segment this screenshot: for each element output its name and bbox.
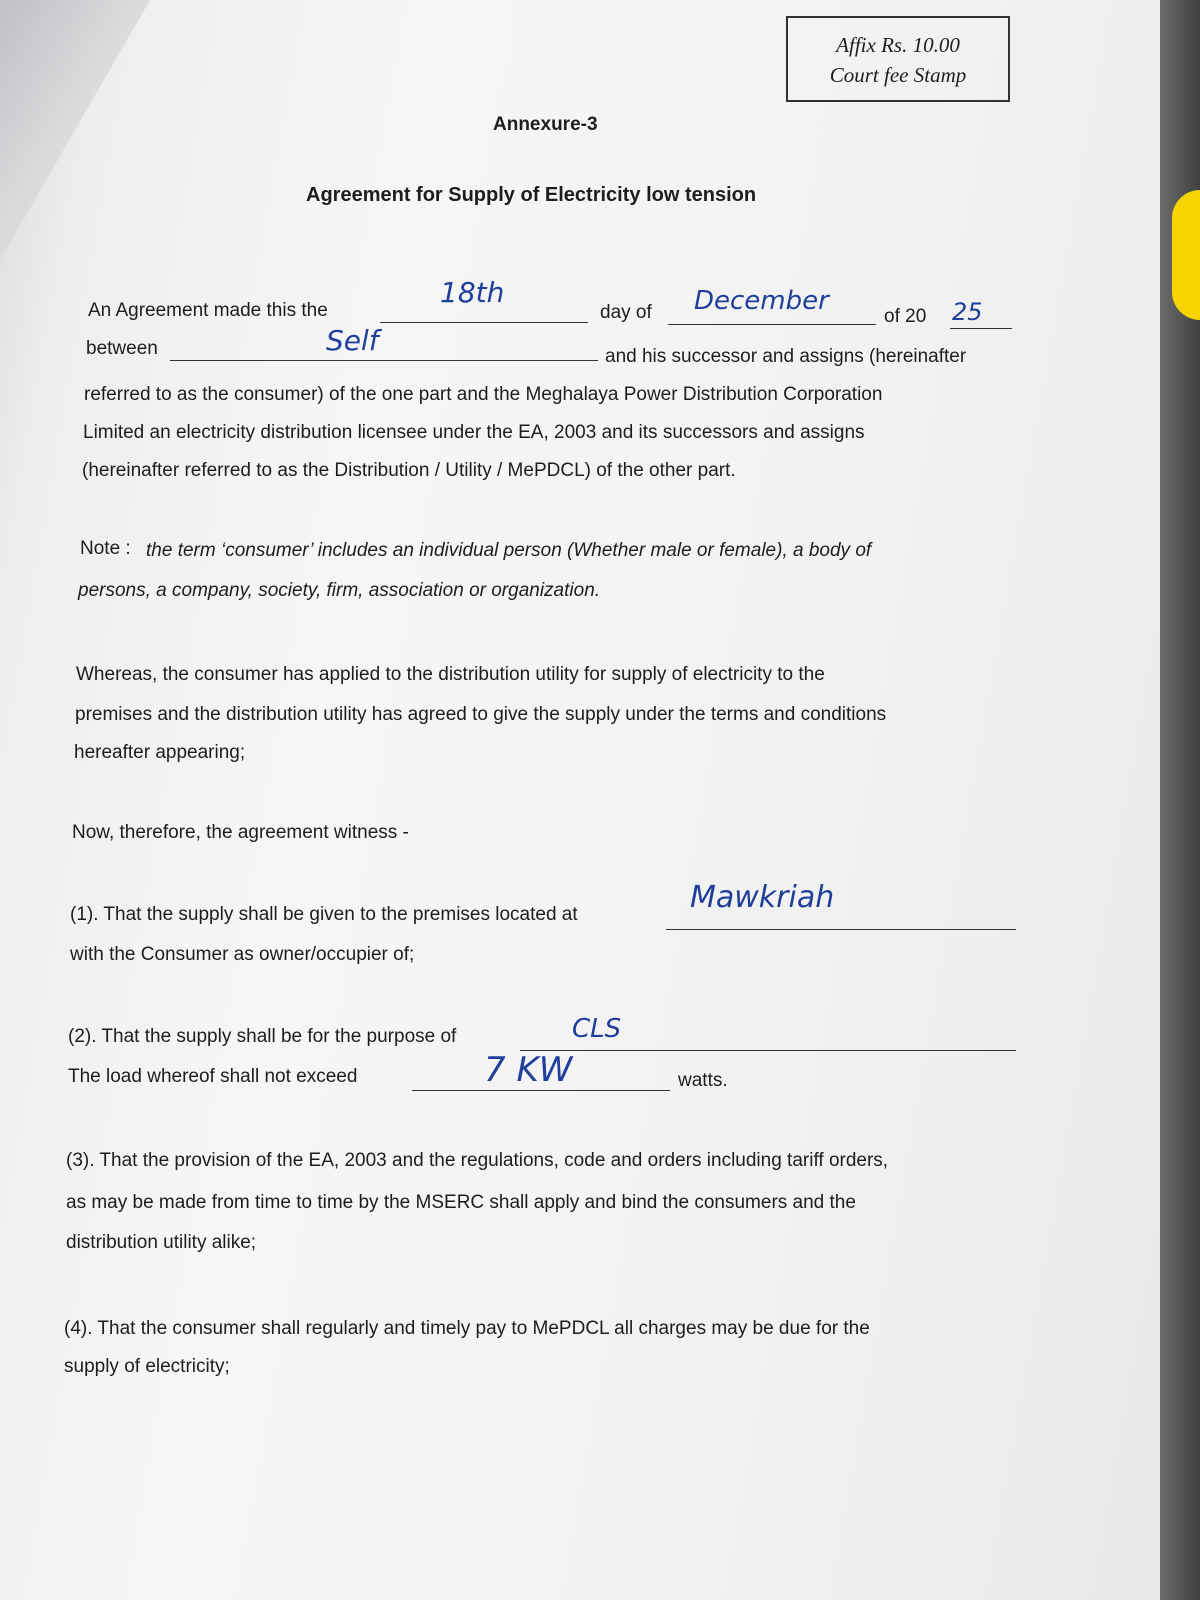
clause-1-line-1: (1). That the supply shall be given to the premises located at <box>70 904 578 925</box>
handwritten-day: 18th <box>440 276 505 309</box>
stamp-line-2: Court fee Stamp <box>829 63 967 87</box>
court-fee-stamp-box <box>786 16 1010 102</box>
yellow-object <box>1172 190 1200 320</box>
agreement-line-4: Limited an electricity distribution licensee under the EA, 2003 and its successors and assigns <box>83 422 865 443</box>
watts-text: watts. <box>678 1070 728 1091</box>
month-blank-line <box>668 324 876 325</box>
handwritten-year: 25 <box>952 298 983 326</box>
whereas-line-3: hereafter appearing; <box>74 742 246 763</box>
clause-2-line-2: The load whereof shall not exceed <box>68 1066 358 1087</box>
between-text: between <box>86 338 158 359</box>
document-title: Agreement for Supply of Electricity low tension <box>306 184 757 206</box>
clause-3-line-1: (3). That the provision of the EA, 2003 and the regulations, code and orders including tariff orders, <box>66 1150 889 1171</box>
stamp-line-1: Affix Rs. 10.00 <box>836 33 960 57</box>
note-line-1: the term ‘consumer’ includes an individual person (Whether male or female), a body of <box>146 540 872 561</box>
handwritten-load: 7 KW <box>484 1050 573 1090</box>
handwritten-between-name: Self <box>326 324 379 357</box>
note-line-2: persons, a company, society, firm, association or organization. <box>78 580 601 601</box>
agreement-line-5: (hereinafter referred to as the Distribution / Utility / MePDCL) of the other part. <box>82 460 736 481</box>
premises-blank-line <box>666 929 1016 930</box>
handwritten-month: December <box>694 286 829 316</box>
load-blank-line <box>412 1090 670 1091</box>
day-of-text: day of <box>600 302 652 323</box>
agreement-line-3: referred to as the consumer) of the one part and the Meghalaya Power Distribution Corporation <box>84 384 883 405</box>
clause-1-line-2: with the Consumer as owner/occupier of; <box>70 944 415 965</box>
note-label: Note : <box>80 538 131 559</box>
agreement-made-text: An Agreement made this the <box>88 300 328 321</box>
clause-2-line-1: (2). That the supply shall be for the purpose of <box>68 1026 457 1047</box>
whereas-line-2: premises and the distribution utility has agreed to give the supply under the terms and conditions <box>75 704 887 725</box>
year-blank-line <box>950 328 1012 329</box>
day-blank-line <box>380 322 588 323</box>
clause-3-line-2: as may be made from time to time by the MSERC shall apply and bind the consumers and the <box>66 1192 856 1213</box>
page-fold-shadow <box>0 0 150 260</box>
clause-4-line-2: supply of electricity; <box>64 1356 230 1377</box>
handwritten-premises: Mawkriah <box>690 880 835 915</box>
purpose-blank-line <box>520 1050 1016 1051</box>
whereas-line-1: Whereas, the consumer has applied to the distribution utility for supply of electricity to the <box>76 664 825 685</box>
between-blank-line <box>170 360 598 361</box>
successor-text: and his successor and assigns (hereinafter <box>605 346 967 367</box>
now-therefore-text: Now, therefore, the agreement witness - <box>72 822 409 843</box>
clause-4-line-1: (4). That the consumer shall regularly and timely pay to MePDCL all charges may be due for the <box>64 1318 870 1339</box>
clause-3-line-3: distribution utility alike; <box>66 1232 257 1253</box>
annexure-heading: Annexure-3 <box>493 114 598 135</box>
of-20-text: of 20 <box>884 306 927 327</box>
handwritten-purpose: CLS <box>572 1014 622 1044</box>
